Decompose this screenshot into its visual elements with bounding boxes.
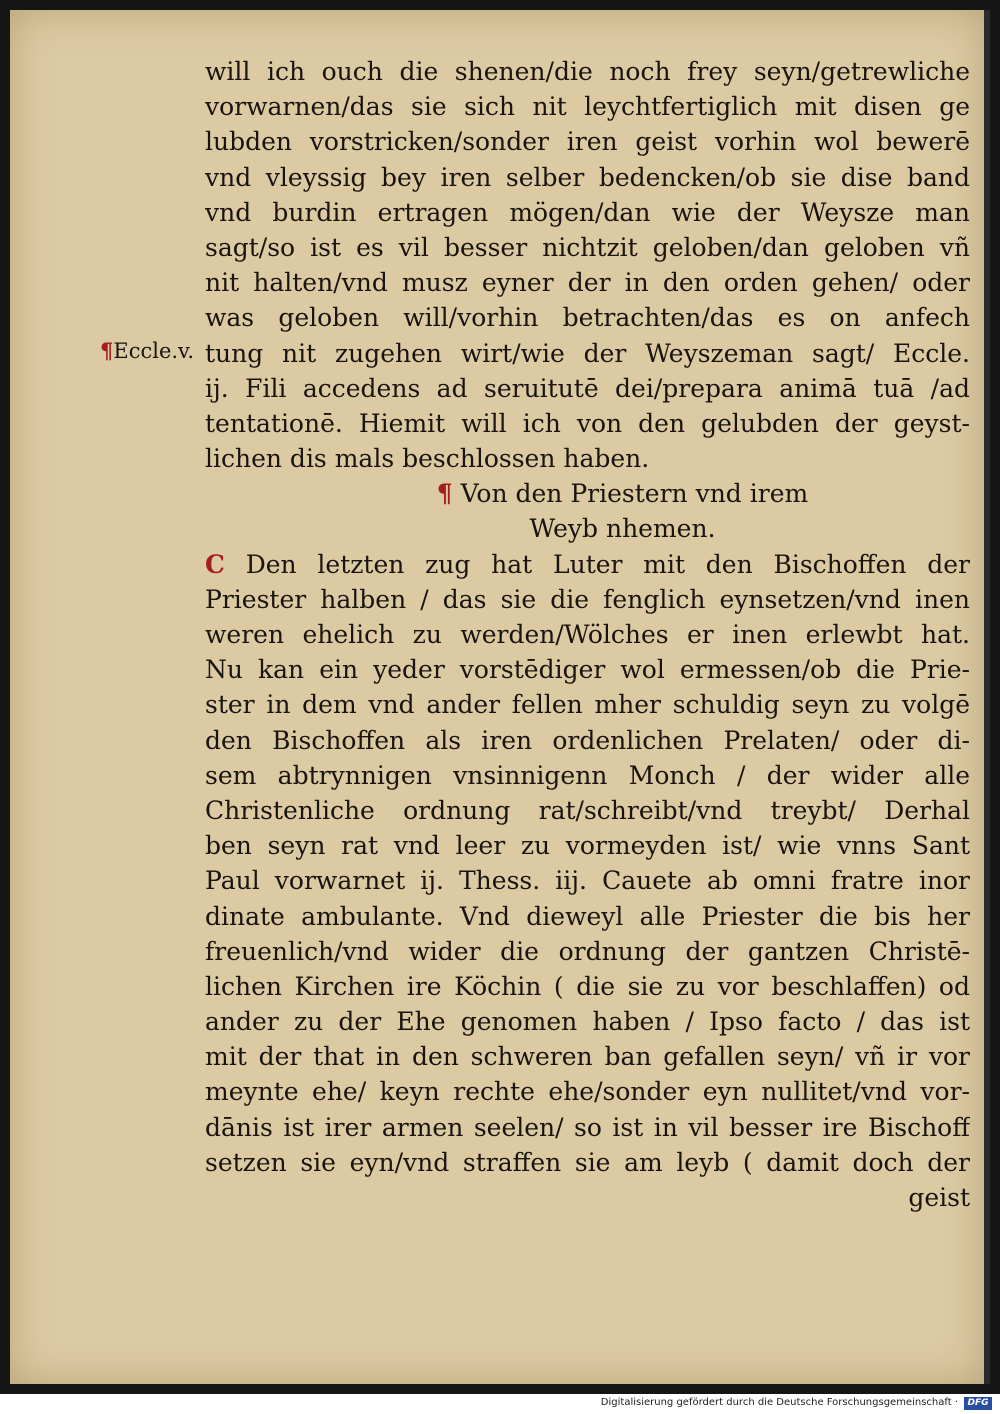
text-line: vnd vleyssig bey iren selber bedencken/ob sie dise band xyxy=(205,162,970,192)
section-heading xyxy=(205,476,970,511)
text-line: dinate ambulante. Vnd dieweyl alle Priester die bis her xyxy=(205,901,970,931)
catchword: geist xyxy=(908,1183,970,1212)
text-line: mit der that in den schweren ban gefallen seyn/ vñ ir vor xyxy=(205,1042,970,1072)
margin-note-mark: ¶ xyxy=(100,338,114,363)
text-line: ander zu der Ehe genomen haben / Ipso facto / das ist xyxy=(205,1007,970,1037)
text-line: nit halten/vnd musz eyner der in den orden gehen/ oder xyxy=(205,268,970,298)
text-line: Paul vorwarnet ij. Thess. iij. Cauete ab omni fratre inor xyxy=(205,866,970,896)
text-line: Nu kan ein yeder vorstēdiger wol ermessen/ob die Prie- xyxy=(205,655,970,685)
text-line: lichen dis mals beschlossen haben. xyxy=(205,444,650,474)
text-line: tentationē. Hiemit will ich von den gelubden der geyst- xyxy=(205,408,970,438)
text-line: den Bischoffen als iren ordenlichen Prelaten/ oder di- xyxy=(205,725,970,755)
text-line: sem abtrynnigen vnsinnigenn Monch / der wider alle xyxy=(205,760,970,790)
text-line: lubden vorstricken/sonder iren geist vorhin wol bewerē xyxy=(205,127,970,157)
section-heading-line2: Weyb nhemen. xyxy=(529,514,716,544)
page-text xyxy=(205,54,970,1215)
text-line: Christenliche ordnung rat/schreibt/vnd treybt/ Derhal xyxy=(205,795,970,825)
text-line: weren ehelich zu werden/Wölches er inen erlewbt hat. xyxy=(205,620,970,649)
paragraph-mark: C xyxy=(205,549,225,579)
page-edge xyxy=(984,10,990,1384)
text-line: ster in dem vnd ander fellen mher schuldig seyn zu volgē xyxy=(205,690,970,720)
text-line: tung nit zugehen wirt/wie der Weyszeman sagt/ Eccle. xyxy=(205,338,970,368)
funding-credit: Digitalisierung gefördert durch die Deutsche Forschungsgemeinschaft · xyxy=(600,1397,958,1408)
text-line: Priester halben / das sie die fenglich eynsetzen/vnd inen xyxy=(205,584,970,614)
text-line: vnd burdin ertragen mögen/dan wie der Weysze man xyxy=(205,197,970,227)
margin-note xyxy=(100,338,194,363)
text-line: was geloben will/vorhin betrachten/das es on anfech xyxy=(205,303,970,333)
text-line xyxy=(205,547,970,582)
text-line: setzen sie eyn/vnd straffen sie am leyb ( damit doch der xyxy=(205,1147,970,1177)
text-line: ben seyn rat vnd leer zu vormeyden ist/ wie vnns Sant xyxy=(205,831,970,861)
heading-mark: ¶ xyxy=(436,479,453,509)
text-line: will ich ouch die shenen/die noch frey seyn/getrewliche xyxy=(205,57,970,86)
text-line: dānis ist irer armen seelen/ so ist in vil besser ire Bischoff xyxy=(205,1112,970,1142)
section-heading-line1: Von den Priestern vnd irem xyxy=(460,479,809,509)
text-line: sagt/so ist es vil besser nichtzit geloben/dan geloben vñ xyxy=(205,232,970,262)
text-line: meynte ehe/ keyn rechte ehe/sonder eyn nullitet/vnd vor- xyxy=(205,1077,970,1107)
text-line: ij. Fili accedens ad seruitutē dei/prepara animā tuā /ad xyxy=(205,373,970,403)
text-line-content: Den letzten zug hat Luter mit den Bischoffen der xyxy=(245,549,970,579)
text-line: lichen Kirchen ire Köchin ( die sie zu vor beschlaffen) od xyxy=(205,971,970,1001)
dfg-logo: DFG xyxy=(964,1397,992,1410)
text-line: freuenlich/vnd wider die ordnung der gantzen Christē- xyxy=(205,936,970,966)
margin-note-text: Ecclе.v. xyxy=(113,339,195,363)
text-line: vorwarnen/das sie sich nit leychtfertiglich mit disen ge xyxy=(205,92,970,122)
